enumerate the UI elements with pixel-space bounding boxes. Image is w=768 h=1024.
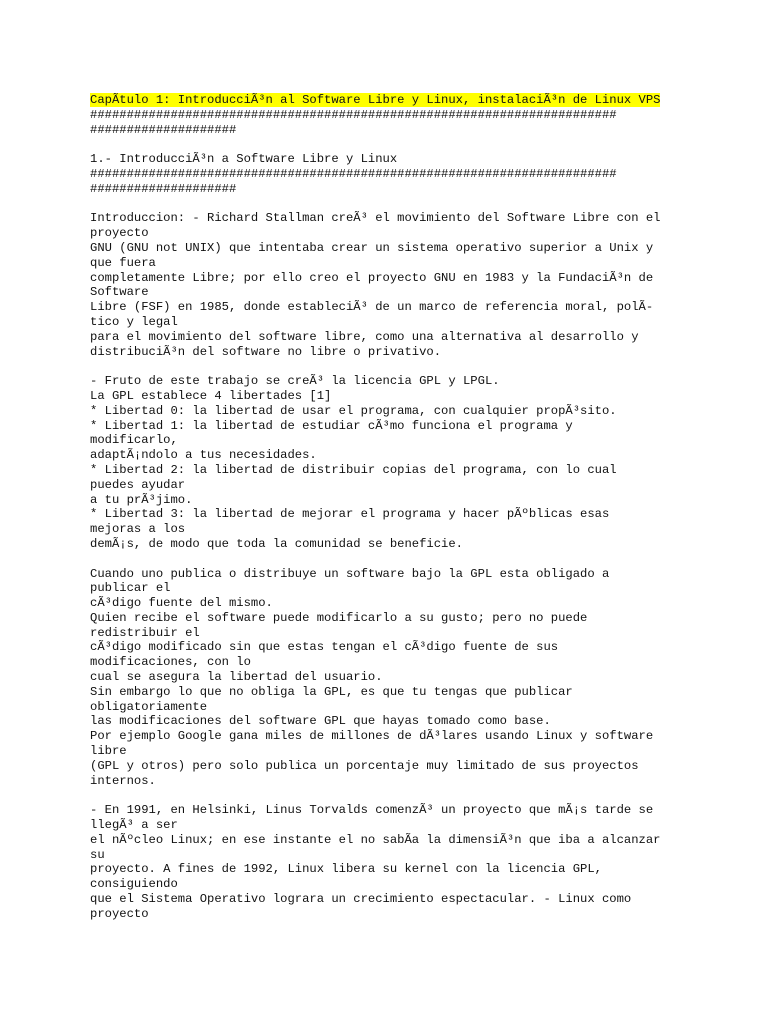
- document-body: [90, 108, 690, 922]
- text-line: * Libertad 1: la libertad de estudiar cÃ³mo funciona el programa y: [90, 418, 573, 433]
- text-line: su: [90, 847, 105, 862]
- text-line: proyecto. A fines de 1992, Linux libera su kernel con la licencia GPL,: [90, 862, 602, 877]
- text-line: distribuciÃ³n del software no libre o privativo.: [90, 344, 442, 359]
- text-line: redistribuir el: [90, 625, 200, 640]
- text-line: Por ejemplo Google gana miles de millones de dÃ³lares usando Linux y software: [90, 729, 654, 744]
- text-line: tico y legal: [90, 314, 178, 329]
- text-line: internos.: [90, 773, 156, 788]
- text-line: proyecto: [90, 226, 149, 241]
- text-line: (GPL y otros) pero solo publica un porcentaje muy limitado de sus proyectos: [90, 758, 639, 773]
- text-line: * Libertad 3: la libertad de mejorar el programa y hacer pÃºblicas esas: [90, 507, 610, 522]
- text-line: demÃ¡s, de modo que toda la comunidad se beneficie.: [90, 536, 463, 551]
- text-line: completamente Libre; por ello creo el proyecto GNU en 1983 y la FundaciÃ³n de: [90, 270, 654, 285]
- text-line: llegÃ³ a ser: [90, 818, 178, 833]
- text-line: modificarlo,: [90, 433, 178, 448]
- text-line: ####################: [90, 181, 237, 196]
- text-line: puedes ayudar: [90, 477, 186, 492]
- text-line: obligatoriamente: [90, 699, 208, 714]
- text-line: consiguiendo: [90, 877, 178, 892]
- text-line: Libre (FSF) en 1985, donde estableciÃ³ de un marco de referencia moral, polÃ-: [90, 300, 654, 315]
- document-title-text: CapÃtulo 1: IntroducciÃ³n al Software Libre y Linux, instalaciÃ³n de Linux VPS: [90, 93, 661, 107]
- text-line: cÃ³digo modificado sin que estas tengan el cÃ³digo fuente de sus: [90, 640, 559, 655]
- text-line: cÃ³digo fuente del mismo.: [90, 596, 273, 611]
- blank-line: [90, 359, 690, 374]
- text-line: ########################################################################: [90, 107, 617, 122]
- document-title: [90, 93, 690, 108]
- text-line: Cuando uno publica o distribuye un software bajo la GPL esta obligado a: [90, 566, 610, 581]
- text-line: mejoras a los: [90, 522, 186, 537]
- text-line: ####################: [90, 122, 237, 137]
- text-line: Introduccion: - Richard Stallman creÃ³ el movimiento del Software Libre con el: [90, 211, 661, 226]
- blank-line: [90, 137, 690, 152]
- text-line: modificaciones, con lo: [90, 655, 251, 670]
- text-line: que el Sistema Operativo lograra un crecimiento espectacular. - Linux como: [90, 892, 632, 907]
- blank-line: [90, 552, 690, 567]
- text-line: La GPL establece 4 libertades [1]: [90, 388, 332, 403]
- text-line: las modificaciones del software GPL que hayas tomado como base.: [90, 714, 551, 729]
- text-line: 1.- IntroducciÃ³n a Software Libre y Linux: [90, 152, 398, 167]
- text-line: * Libertad 0: la libertad de usar el programa, con cualquier propÃ³sito.: [90, 403, 617, 418]
- text-line: Software: [90, 285, 149, 300]
- text-line: proyecto: [90, 906, 149, 921]
- text-line: Quien recibe el software puede modificarlo a su gusto; pero no puede: [90, 610, 588, 625]
- text-line: * Libertad 2: la libertad de distribuir copias del programa, con lo cual: [90, 462, 617, 477]
- text-line: libre: [90, 744, 127, 759]
- text-line: el nÃºcleo Linux; en ese instante el no sabÃa la dimensiÃ³n que iba a alcanzar: [90, 832, 661, 847]
- text-line: publicar el: [90, 581, 171, 596]
- text-line: GNU (GNU not UNIX) que intentaba crear un sistema operativo superior a Unix y: [90, 240, 654, 255]
- text-line: Sin embargo lo que no obliga la GPL, es que tu tengas que publicar: [90, 684, 573, 699]
- text-line: para el movimiento del software libre, como una alternativa al desarrollo y: [90, 329, 639, 344]
- text-line: - En 1991, en Helsinki, Linus Torvalds comenzÃ³ un proyecto que mÃ¡s tarde se: [90, 803, 654, 818]
- document-page: [90, 93, 690, 922]
- text-line: - Fruto de este trabajo se creÃ³ la licencia GPL y LPGL.: [90, 374, 500, 389]
- text-line: a tu prÃ³jimo.: [90, 492, 193, 507]
- text-line: adaptÃ¡ndolo a tus necesidades.: [90, 448, 317, 463]
- text-line: ########################################################################: [90, 166, 617, 181]
- text-line: cual se asegura la libertad del usuario.: [90, 670, 383, 685]
- text-line: que fuera: [90, 255, 156, 270]
- blank-line: [90, 788, 690, 803]
- blank-line: [90, 197, 690, 212]
